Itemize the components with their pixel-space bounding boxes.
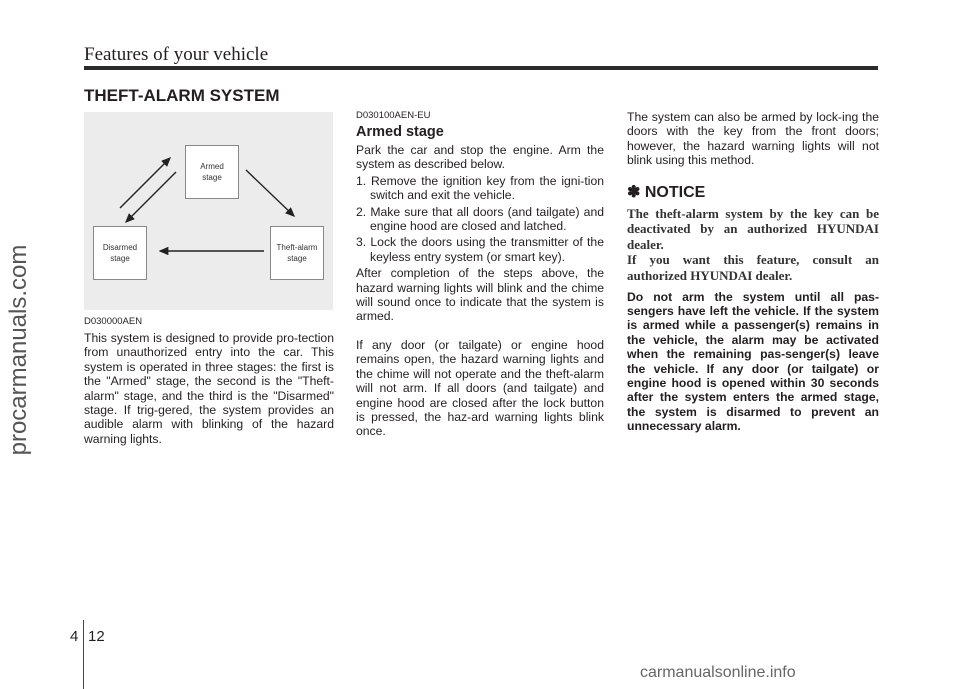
armed-stage-heading: Armed stage	[356, 124, 444, 140]
intro-paragraph: This system is designed to provide pro-tection from unauthorized entry into the car. This system is operated in three stages: the first is the "Armed" stage, the second is the "Theft-alarm" stage, and the third is the "Disarmed" stage. If trig-gered, the system provides an audible alarm with blinking of the hazard warning lights.	[84, 331, 334, 446]
armed-paragraph: After completion of the steps above, the hazard warning lights will blink and the chime will sound once to indicate that the system is armed.	[356, 266, 604, 324]
section-title: THEFT-ALARM SYSTEM	[84, 86, 280, 105]
step-item: 2. Make sure that all doors (and tailgate) and engine hood are closed and latched.	[356, 204, 604, 234]
open-door-paragraph: If any door (or tailgate) or engine hood remains open, the hazard warning lights and the chime will not operate and the theft-alarm will not arm. If all doors (and tailgate) and engine hood are closed after the lock button is pressed, the haz-ard warning lights blink once.	[356, 337, 604, 439]
armed-stage-box: Armed stage	[185, 145, 239, 199]
notice-text: The theft-alarm system by the key can be deactivated by an authorized HYUNDAI dealer.	[627, 205, 879, 252]
header-rule	[84, 66, 878, 70]
footer-divider	[83, 620, 84, 689]
column-3	[627, 110, 879, 434]
column-1	[84, 316, 334, 446]
disarmed-stage-box: Disarmed stage	[93, 226, 147, 280]
arming-steps	[356, 174, 604, 264]
armed-intro: Park the car and stop the engine. Arm the system as described below.	[356, 143, 604, 172]
diagram-arrows	[84, 112, 333, 310]
column-2	[356, 110, 604, 439]
step-item: 3. Lock the doors using the transmitter of the keyless entry system (or smart key).	[356, 235, 604, 264]
notice-heading: ✽ NOTICE	[627, 183, 706, 201]
step-item: 1. Remove the ignition key from the igni-tion switch and exit the vehicle.	[356, 173, 604, 203]
section-code: D030100AEN-EU	[356, 110, 431, 121]
page-number: 12	[88, 628, 105, 645]
side-watermark: procarmanuals.com	[5, 244, 32, 456]
key-arming-paragraph: The system can also be armed by lock-ing the doors with the key from the front doors; however, the hazard warning lights will not blink using this method.	[627, 110, 879, 168]
warning-paragraph: Do not arm the system until all pas-sengers have left the vehicle. If the system is armed while a passenger(s) remains in the vehicle, the alarm may be activated when the remaining pas-senger(s) leave the vehicle. If any door (or tailgate) or engine hood is opened within 30 seconds after the system enters the armed stage, the system is disarmed to prevent an unnecessary alarm.	[627, 289, 879, 434]
theft-alarm-stage-box: Theft-alarm stage	[270, 226, 324, 280]
section-code: D030000AEN	[84, 316, 143, 327]
bottom-watermark: carmanualsonline.info	[640, 664, 796, 681]
alarm-stage-diagram	[84, 112, 333, 310]
page-header-title: Features of your vehicle	[84, 44, 269, 65]
chapter-number: 4	[70, 628, 79, 645]
notice-text: If you want this feature, consult an authorized HYUNDAI dealer.	[627, 252, 879, 283]
